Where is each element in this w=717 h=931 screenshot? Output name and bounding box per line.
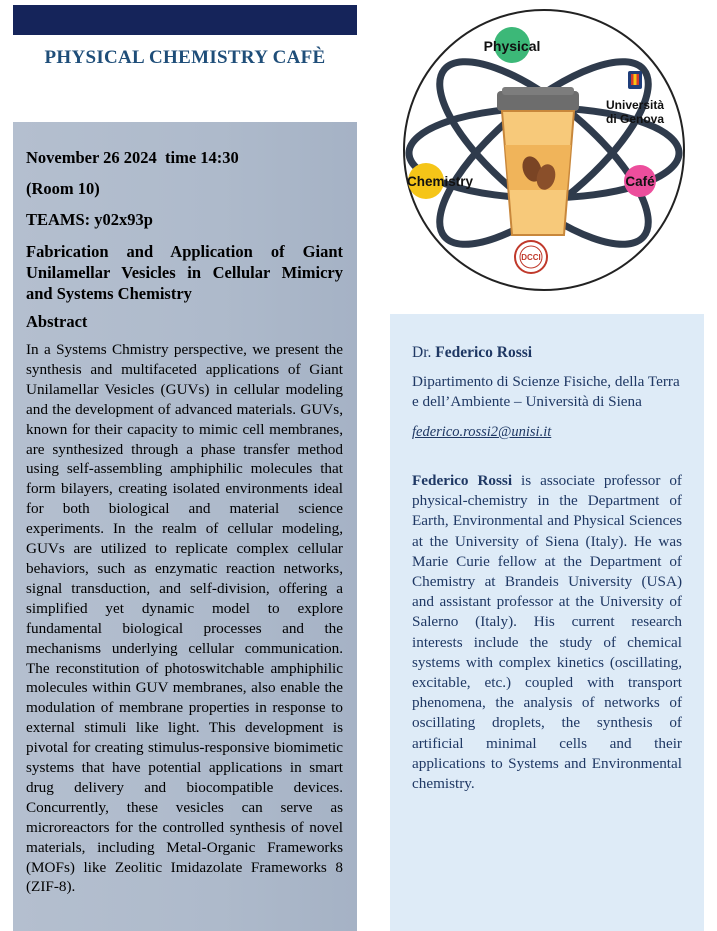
label-chemistry: Chemistry <box>406 174 474 189</box>
event-teams-code: TEAMS: y02x93p <box>26 210 153 229</box>
speaker-bio <box>412 471 682 794</box>
event-date-time: November 26 2024 time 14:30 <box>26 148 239 167</box>
bio-speaker-name: Federico Rossi <box>412 472 513 489</box>
abstract-heading: Abstract <box>26 312 88 331</box>
speaker-affiliation: Dipartimento di Scienze Fisiche, della Terra e dell’Ambiente – Università di Siena <box>412 373 680 410</box>
header-bar <box>13 5 357 35</box>
dcci-seal-text: DCCI <box>521 253 541 262</box>
coffee-cup-icon <box>497 87 579 235</box>
label-cafe: Café <box>625 174 655 189</box>
unige-crest-icon <box>628 71 642 89</box>
bio-text: is associate professor of physical-chemistry in the Department of Earth, Environmental and Physical Sciences at the University of Siena (Italy). He was Marie Curie fellow at the Department of Chemistry at Brandeis University (USA) and assistant professor at the University of Salerno (Italy). His current research interests include the study of chemical systems with complex kinetics (oscillating, excitable, etc.) coupled with transport phenomena, the analysis of networks of oscillating droplets, the synthesis of artificial minimal cells and their applications to Systems and Environmental chemistry. <box>412 472 682 793</box>
talk-title: Fabrication and Application of Giant Unilamellar Vesicles in Cellular Mimicry and Systems Chemistry <box>26 242 343 303</box>
speaker-title-prefix: Dr. <box>412 344 432 361</box>
atom-coffee-logo <box>394 5 694 295</box>
speaker-name-line <box>412 344 682 362</box>
label-physical: Physical <box>483 38 541 54</box>
university-name-line1: Università <box>605 98 665 112</box>
abstract-text: In a Systems Chmistry perspective, we present the synthesis and multifaceted applications of Giant Unilamellar Vesicles (GUVs) in cellular modeling and the development of advanced materials. GUVs, known for their capacity to mimic cell membranes, are synthesized through a phase transfer method using self-assembling amphiphilic molecules that form bilayers, creating isolated environments ideal for both biological and material science experiments. In the realm of cellular modeling, GUVs are utilized to replicate complex cellular behaviors, such as enzymatic reaction networks, signal transduction, and self-division, offering a simplified yet dynamic model to explore fundamental biological processes and the mechanisms underlying cellular communication. The reconstitution of photoswitchable amphiphilic molecules within GUV membranes, also enable the modulation of membrane properties in response to external stimuli like light. This development is pivotal for creating stimulus-responsive biomimetic systems that have potential applications in smart drug delivery and biocompatible devices. Concurrently, these vesicles can serve as microreactors for the controlled synthesis of novel materials, including Metal-Organic Frameworks (MOFs) like Zeolitic Imidazolate Frameworks 8 (ZIF-8). <box>26 341 343 896</box>
speaker-panel <box>390 314 704 931</box>
event-room: (Room 10) <box>26 179 100 198</box>
speaker-name: Federico Rossi <box>435 344 533 361</box>
cafe-logo <box>394 5 694 295</box>
page-title: PHYSICAL CHEMISTRY CAFÈ <box>44 47 326 68</box>
event-panel <box>13 122 357 931</box>
university-name-line2: di Genova <box>605 112 665 126</box>
speaker-email-link[interactable]: federico.rossi2@unisi.it <box>412 424 552 440</box>
